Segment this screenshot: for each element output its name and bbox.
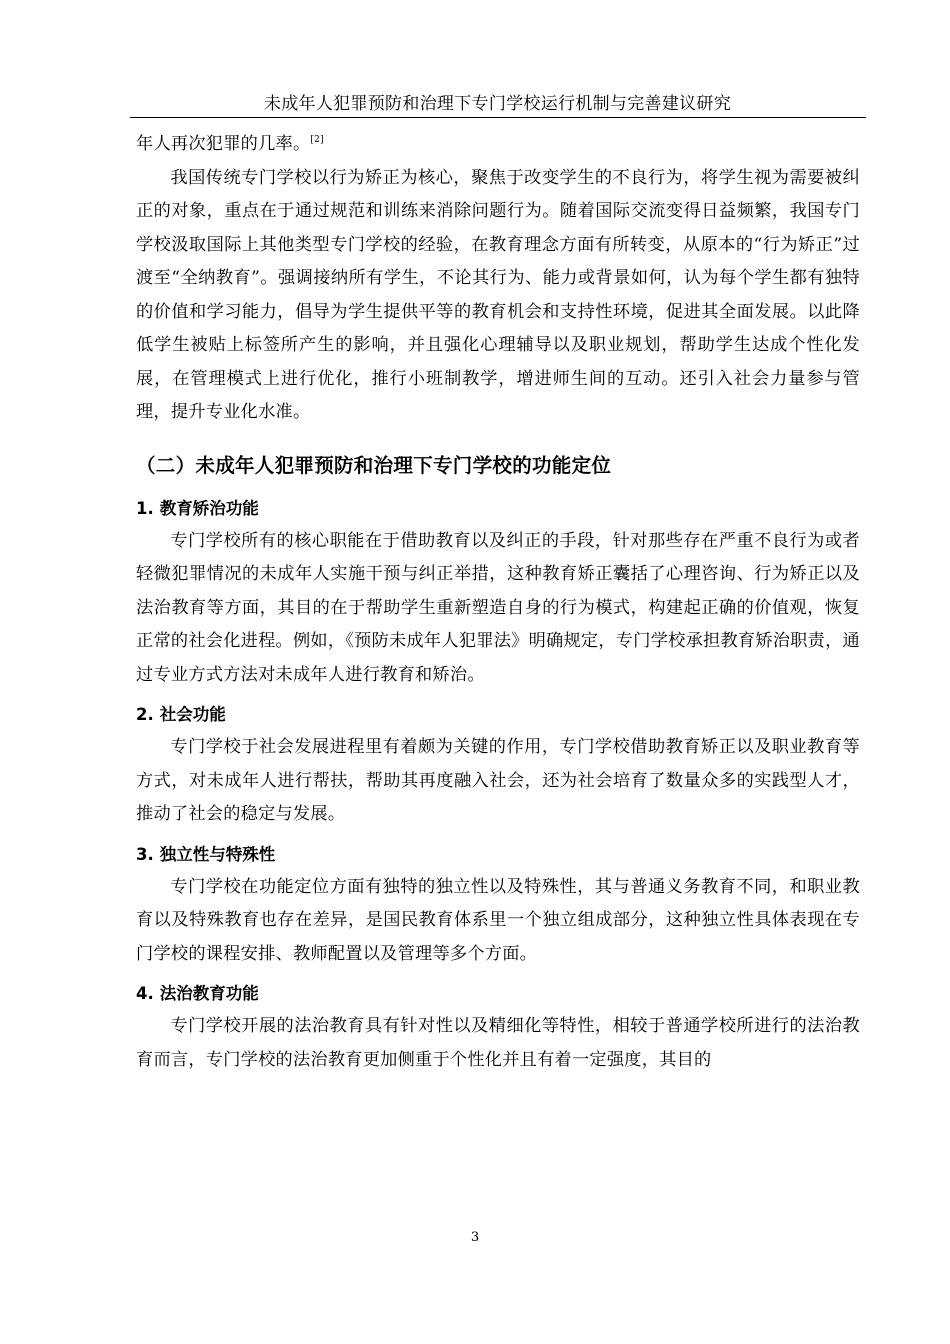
subsection-number: 2. <box>136 705 154 724</box>
section-heading: （二）未成年人犯罪预防和治理下专门学校的功能定位 <box>136 453 612 477</box>
body-text <box>136 128 860 1077</box>
subsection-number: 3. <box>136 844 154 864</box>
paragraph: 专门学校所有的核心职能在于借助教育以及纠正的手段，针对那些存在严重不良行为或者轻微犯罪情况的未成年人实施干预与纠正举措，这种教育矫正囊括了心理咨询、行为矫正以及法治教育等方面，其目的在于帮助学生重新塑造自身的行为模式，构建起正确的价值观，恢复正常的社会化进程。例如，《预防未成年人犯罪法》明确规定，专门学校承担教育矫治职责，通过专业方式方法对未成年人进行教育和矫治。 <box>136 530 860 685</box>
paragraph: 我国传统专门学校以行为矫正为核心，聚焦于改变学生的不良行为，将学生视为需要被纠正的对象，重点在于通过规范和训练来消除问题行为。随着国际交流变得日益频繁，我国专门学校汲取国际上其他类型专门学校的经验，在教育理念方面有所转变，从原本的“行为矫正”过渡至“全纳教育”。强调接纳所有学生，不论其行为、能力或背景如何，认为每个学生都有独特的价值和学习能力，倡导为学生提供平等的教育机会和支持性环境，促进其全面发展。以此降低学生被贴上标签所产生的影响，并且强化心理辅导以及职业规划，帮助学生达成个性化发展，在管理模式上进行优化，推行小班制教学，增进师生间的互动。还引入社会力量参与管理，提升专业化水准。 <box>136 167 860 422</box>
subsection-title: 法治教育功能 <box>159 984 259 1003</box>
subsection-heading-3 <box>136 838 860 871</box>
subsection-number: 1. <box>136 498 154 518</box>
subsection-number: 4. <box>136 984 154 1003</box>
continued-paragraph <box>136 128 860 162</box>
subsection-title: 社会功能 <box>159 705 226 724</box>
subsection-heading-4 <box>136 977 860 1010</box>
paragraph: 专门学校于社会发展进程里有着颇为关键的作用，专门学校借助教育矫正以及职业教育等方式，对未成年人进行帮扶，帮助其再度融入社会，还为社会培育了数量众多的实践型人才，推动了社会的稳定与发展。 <box>136 737 860 824</box>
subsection-heading-2 <box>136 698 860 731</box>
paragraph: 专门学校在功能定位方面有独特的独立性以及特殊性，其与普通义务教育不同，和职业教育以及特殊教育也存在差异，是国民教育体系里一个独立组成部分，这种独立性具体表现在专门学校的课程安排、教师配置以及管理等多个方面。 <box>136 876 860 964</box>
page-number: 3 <box>470 1230 480 1245</box>
subsection-heading-1 <box>136 492 860 525</box>
citation-ref: [2] <box>310 135 324 145</box>
paragraph: 专门学校开展的法治教育具有针对性以及精细化等特性，相较于普通学校所进行的法治教育而言，专门学校的法治教育更加侧重于个性化并且有着一定强度，其目的 <box>136 1016 860 1070</box>
paragraph-text: 年人再次犯罪的几率。 <box>136 134 311 154</box>
subsection-title: 独立性与特殊性 <box>159 844 276 864</box>
running-header: 未成年人犯罪预防和治理下专门学校运行机制与完善建议研究 <box>263 94 732 114</box>
header-rule <box>130 117 866 118</box>
subsection-title: 教育矫治功能 <box>159 498 259 518</box>
